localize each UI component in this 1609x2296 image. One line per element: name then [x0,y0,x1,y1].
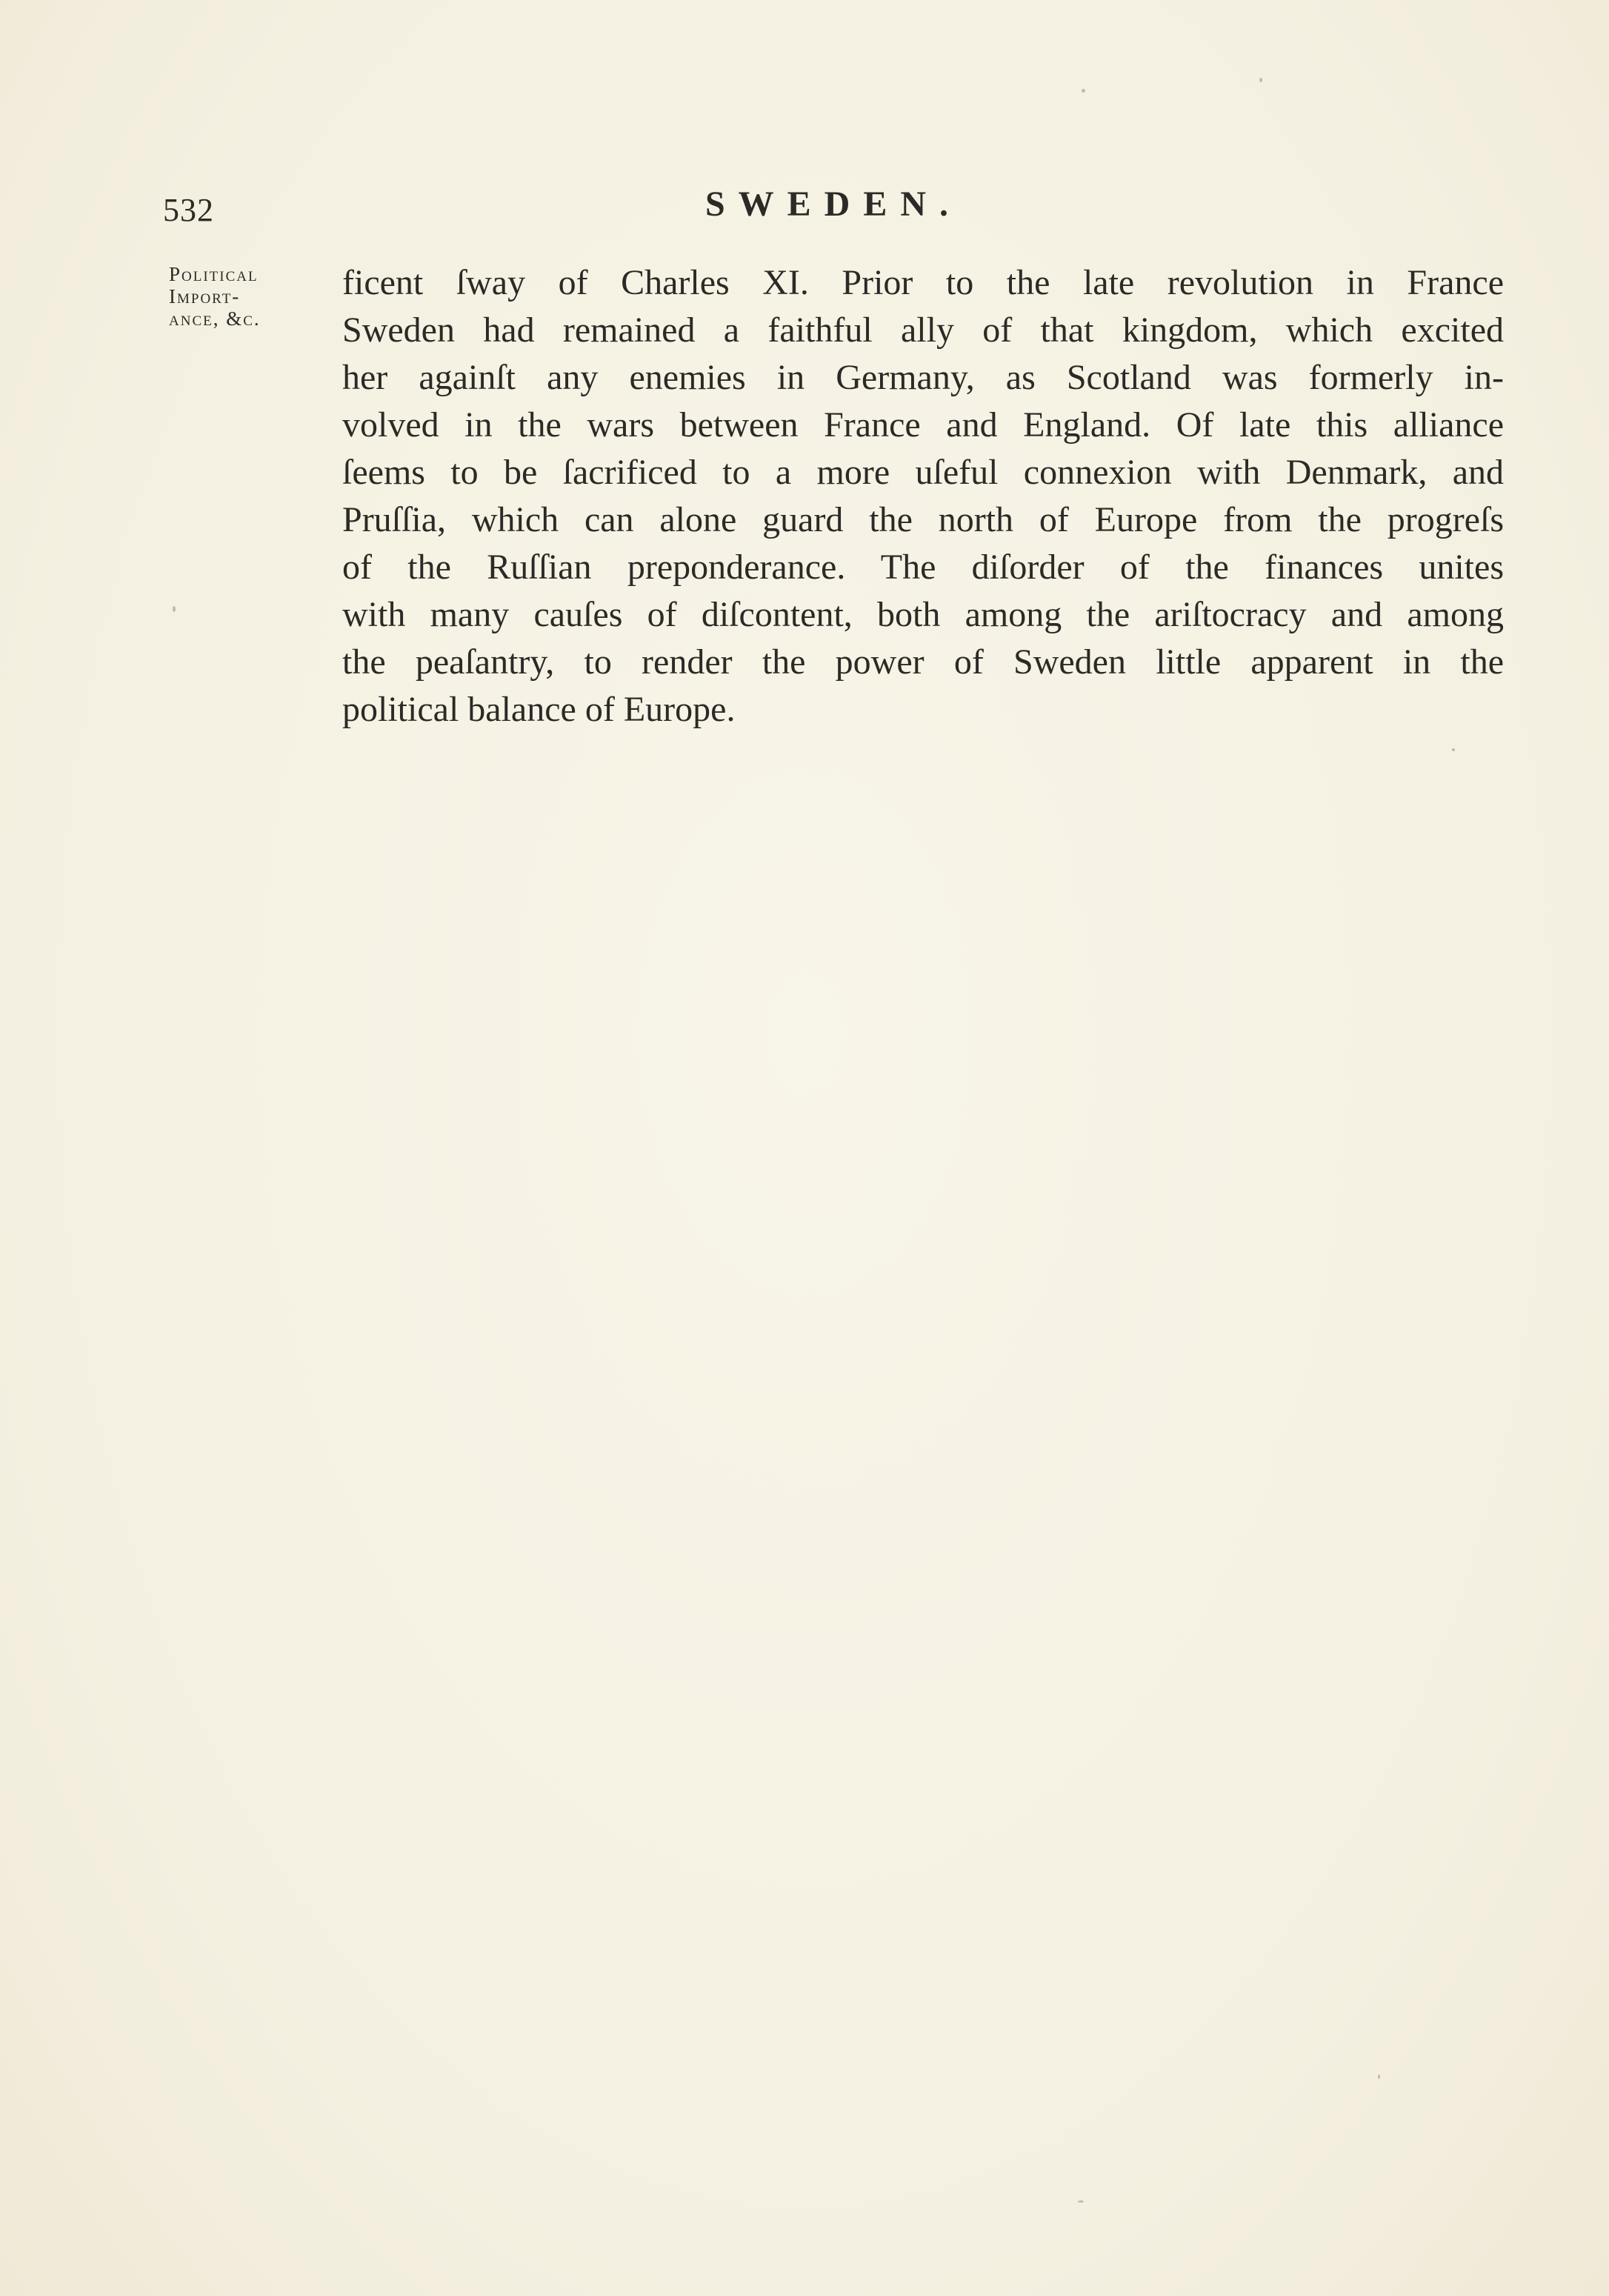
text-line: with many cauſes of diſcontent, both among the ariſtocracy and among [342,595,1504,634]
page-number: 532 [163,192,214,228]
running-title: SWEDEN. [704,184,962,224]
text-line: ſeems to be ſacrificed to a more uſeful connexion with Denmark, and [342,453,1504,492]
paper-speck [1082,89,1085,93]
marginal-note-line: Import- [169,285,241,307]
marginal-note [169,263,324,330]
paper-speck [1452,748,1455,751]
paper-speck [1378,2074,1380,2079]
marginal-note-line: ance, &c. [169,307,261,330]
text-line: political balance of Europe. [342,690,736,729]
text-line: volved in the wars between France and England. Of late this alliance [342,405,1504,445]
page-header [163,184,1504,236]
text-line: Sweden had remained a faithful ally of that kingdom, which excited [342,310,1504,350]
text-line: ficent ſway of Charles XI. Prior to the late revolution in France [342,263,1504,302]
paper-speck [1078,2200,1084,2203]
text-line: her againſt any enemies in Germany, as Scotland was formerly in- [342,358,1504,397]
text-line: the peaſantry, to render the power of Sweden little apparent in the [342,642,1504,682]
paper-speck [1259,78,1262,82]
marginal-note-line: Political [169,263,259,285]
text-line: of the Ruſſian preponderance. The diſorder of the finances unites [342,548,1504,587]
text-line: Pruſſia, which can alone guard the north of Europe from the progreſs [342,500,1504,539]
body-paragraph [342,259,1504,733]
paper-speck [173,606,176,612]
